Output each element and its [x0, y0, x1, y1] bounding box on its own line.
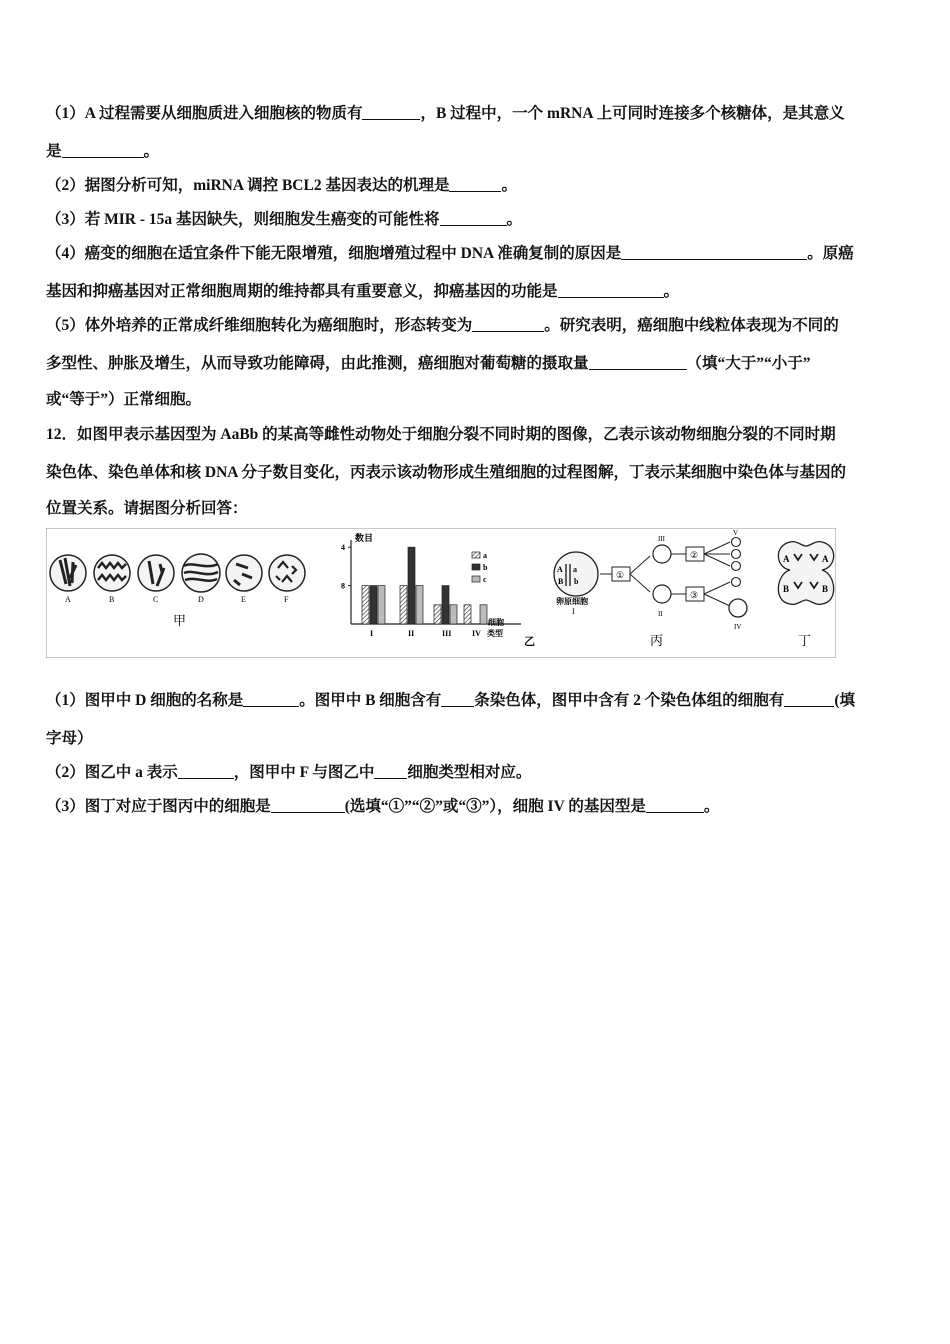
answer-blank[interactable] — [472, 316, 544, 333]
answer-blank[interactable] — [784, 691, 834, 708]
step-2-label: ② — [690, 550, 699, 560]
bar-c-I — [378, 586, 385, 624]
x-axis-label-1: 细胞 — [488, 618, 504, 627]
gene-label: a — [573, 565, 577, 574]
gene-label: A — [557, 565, 563, 574]
answer-blank[interactable] — [440, 210, 507, 227]
step-3-label: ③ — [690, 590, 699, 600]
q11-part4-line2: 基因和抑癌基因对正常细胞周期的维持都具有重要意义，抑癌基因的功能是 。 — [46, 283, 680, 300]
cell-number: IV — [734, 623, 742, 631]
q12-sub1-line1: （1）图甲中 D 细胞的名称是 。图甲中 B 细胞含有 条染色体，图甲中含有 2 个染色体组的细胞有 (填 — [46, 692, 855, 709]
cell-number: III — [658, 535, 665, 543]
answer-blank[interactable] — [558, 282, 664, 299]
q12-intro-line3: 位置关系。请据图分析回答： — [46, 500, 248, 517]
answer-blank[interactable] — [62, 142, 144, 159]
cell-III — [653, 545, 671, 563]
answer-blank[interactable] — [374, 763, 407, 780]
q12-sub2: （2）图乙中 a 表示 ，图甲中 F 与图乙中 细胞类型相对应。 — [46, 764, 532, 781]
q11-part4-line1: （4）癌变的细胞在适宜条件下能无限增殖，细胞增殖过程中 DNA 准确复制的原因是 。原癌 — [46, 245, 854, 262]
legend-swatch-c — [472, 576, 480, 582]
q11-part1-line2: 是 。 — [46, 143, 160, 160]
figure-ding-label: 丁 — [798, 633, 812, 648]
legend-label-b: b — [483, 563, 488, 572]
legend-label-a: a — [483, 551, 487, 560]
oogonium-label: 卵原细胞 — [556, 597, 588, 606]
y-tick-label: 8 — [341, 581, 345, 591]
bar-a-I — [362, 586, 369, 624]
polar-body — [732, 578, 741, 587]
cell-number: II — [658, 610, 663, 618]
q12-intro-line1: 12．如图甲表示基因型为 AaBb 的某高等雌性动物处于细胞分裂不同时期的图像，乙表示该动物细胞分裂的不同时期 — [46, 426, 836, 443]
legend-swatch-a — [472, 552, 480, 558]
figure-panel — [46, 528, 836, 658]
polar-body — [732, 538, 741, 547]
cell-label: B — [109, 595, 115, 604]
oogonium-cell — [554, 552, 598, 596]
answer-blank[interactable] — [621, 244, 807, 261]
gene-label: B — [822, 584, 829, 594]
answer-blank[interactable] — [441, 691, 474, 708]
figure-jia-label: 甲 — [173, 613, 187, 628]
answer-blank[interactable] — [243, 691, 299, 708]
bar-b-I — [370, 586, 377, 624]
bar-a-IV — [464, 605, 471, 624]
answer-blank[interactable] — [362, 104, 420, 121]
cell-number: I — [572, 607, 575, 616]
answer-blank[interactable] — [646, 797, 704, 814]
q11-part5-line3: 或“等于”）正常细胞。 — [46, 391, 202, 408]
q12-intro-line2: 染色体、染色单体和核 DNA 分子数目变化，丙表示该动物形成生殖细胞的过程图解，丁表示某细胞中染色体与基因的 — [46, 464, 846, 481]
legend-label-c: c — [483, 575, 487, 584]
x-tick-label: I — [370, 629, 374, 638]
gene-label: B — [783, 584, 790, 594]
dividing-cell — [778, 542, 833, 605]
legend-swatch-b — [472, 564, 480, 570]
gene-label: A — [822, 554, 829, 564]
bar-b-II — [408, 547, 415, 624]
answer-blank[interactable] — [449, 176, 501, 193]
q11-part5-line1: （5）体外培养的正常成纤维细胞转化为癌细胞时，形态转变为 。研究表明，癌细胞中线粒体表现为不同的 — [46, 317, 839, 334]
q11-part1-line1: （1）A 过程需要从细胞质进入细胞核的物质有 ，B 过程中，一个 mRNA 上可同时连接多个核糖体，是其意义 — [46, 105, 845, 122]
polar-body — [732, 550, 741, 559]
x-tick-label: IV — [472, 629, 481, 638]
gene-label: B — [558, 577, 564, 586]
y-tick-label: 4 — [341, 543, 345, 553]
cell-label: D — [198, 595, 204, 604]
bar-b-III — [442, 586, 449, 624]
x-axis-label-2: 类型 — [487, 629, 503, 638]
cell-label: F — [284, 595, 289, 604]
gene-label: b — [574, 577, 579, 586]
answer-blank[interactable] — [271, 797, 345, 814]
q12-sub1-line2: 字母） — [46, 730, 93, 747]
bar-c-IV — [480, 605, 487, 624]
q11-part3: （3）若 MIR - 15a 基因缺失，则细胞发生癌变的可能性将 。 — [46, 211, 523, 228]
gene-label: A — [783, 554, 790, 564]
cell-label: C — [153, 595, 159, 604]
x-tick-label: III — [442, 629, 452, 638]
q12-sub3: （3）图丁对应于图丙中的细胞是 (选填“①”“②”或“③”），细胞 IV 的基因型是 。 — [46, 798, 720, 815]
answer-blank[interactable] — [178, 763, 234, 780]
bar-c-III — [450, 605, 457, 624]
q11-part2: （2）据图分析可知，miRNA 调控 BCL2 基因表达的机理是 。 — [46, 177, 517, 194]
cell-II — [653, 585, 671, 603]
answer-blank[interactable] — [589, 354, 687, 371]
polar-body — [732, 562, 741, 571]
figure-yi-label: 乙 — [524, 636, 535, 648]
x-tick-label: II — [408, 629, 415, 638]
cell-IV — [729, 599, 747, 617]
y-axis-label: 数目 — [355, 533, 374, 543]
step-1-label: ① — [616, 570, 625, 580]
bar-c-II — [416, 586, 423, 624]
cell-label: A — [65, 595, 71, 604]
bar-a-III — [434, 605, 441, 624]
figure-bing-label: 丙 — [650, 633, 664, 648]
q11-part5-line2: 多型性、肿胀及增生，从而导致功能障碍，由此推测，癌细胞对葡萄糖的摄取量 （填“大于”“小于” — [46, 355, 811, 372]
cell-label: E — [241, 595, 246, 604]
cell-number: V — [733, 529, 739, 537]
bar-a-II — [400, 586, 407, 624]
